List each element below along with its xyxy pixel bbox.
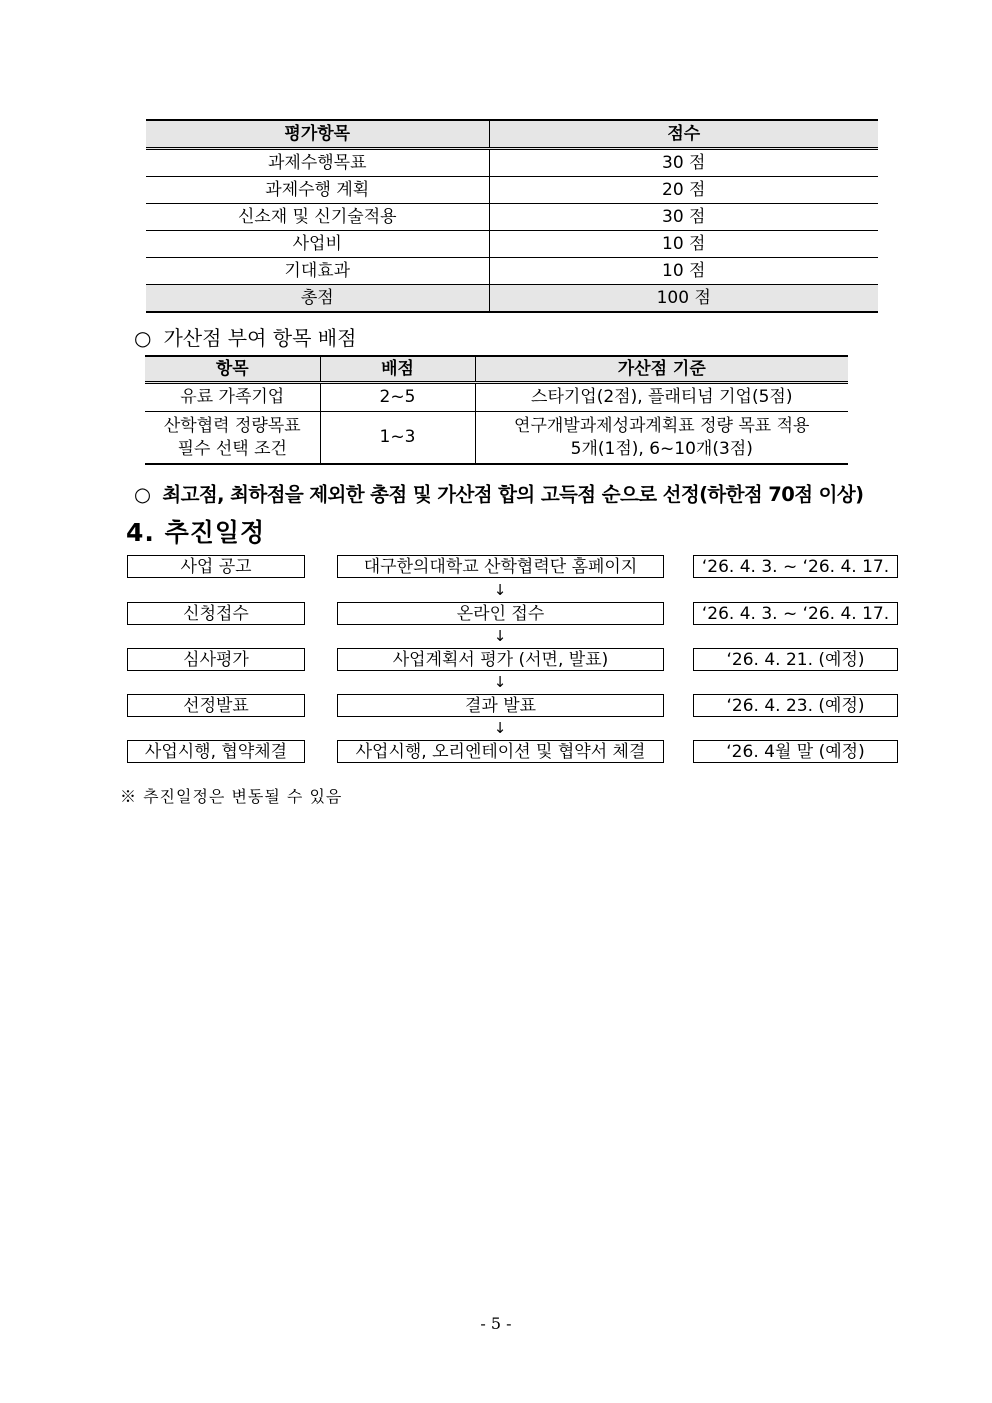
schedule-stage: 심사평가 xyxy=(127,648,305,671)
table-row xyxy=(145,383,848,412)
bonus-points-table xyxy=(145,355,848,465)
eval-score: 30 점 xyxy=(489,149,878,177)
bonus-points: 2~5 xyxy=(320,383,475,412)
selection-method-note xyxy=(134,479,863,507)
eval-item: 기대효과 xyxy=(146,258,489,285)
bonus-item xyxy=(145,412,320,465)
schedule-date: ‘26. 4. 3. ~ ‘26. 4. 17. xyxy=(693,602,898,625)
down-arrow-icon: ↓ xyxy=(493,719,507,737)
bonus-criteria-line: 5개(1점), 6~10개(3점) xyxy=(570,438,753,459)
total-label: 총점 xyxy=(146,285,489,313)
eval-item: 과제수행 계획 xyxy=(146,177,489,204)
page-number: - 5 - xyxy=(480,1314,512,1333)
schedule-detail: 온라인 접수 xyxy=(337,602,664,625)
eval-item: 과제수행목표 xyxy=(146,149,489,177)
header-criteria: 가산점 기준 xyxy=(475,356,848,383)
schedule-stage: 신청접수 xyxy=(127,602,305,625)
schedule-stage: 사업시행, 협약체결 xyxy=(127,740,305,763)
bonus-points: 1~3 xyxy=(320,412,475,465)
schedule-detail: 결과 발표 xyxy=(337,694,664,717)
section-title: 4. 추진일정 xyxy=(126,518,266,547)
schedule-date: ‘26. 4. 3. ~ ‘26. 4. 17. xyxy=(693,555,898,578)
table-row xyxy=(145,412,848,465)
bonus-criteria-line: 연구개발과제성과계획표 정량 목표 적용 xyxy=(514,415,810,436)
table-header-row xyxy=(146,120,878,149)
schedule-date: ‘26. 4. 23. (예정) xyxy=(693,694,898,717)
selection-note-text: 최고점, 최하점을 제외한 총점 및 가산점 합의 고득점 순으로 선정(하한점 70점 이상) xyxy=(162,483,864,506)
total-row xyxy=(146,285,878,313)
bonus-criteria: 스타기업(2점), 플래티넘 기업(5점) xyxy=(475,383,848,412)
eval-score: 10 점 xyxy=(489,258,878,285)
table-row xyxy=(146,204,878,231)
table-header-row xyxy=(145,356,848,383)
table-row xyxy=(146,177,878,204)
header-points: 배점 xyxy=(320,356,475,383)
bonus-item-line: 필수 선택 조건 xyxy=(177,438,287,459)
bonus-points-heading xyxy=(134,322,356,351)
schedule-detail: 대구한의대학교 산학협력단 홈페이지 xyxy=(337,555,664,578)
eval-score: 30 점 xyxy=(489,204,878,231)
eval-item: 사업비 xyxy=(146,231,489,258)
table-row xyxy=(146,258,878,285)
down-arrow-icon: ↓ xyxy=(493,627,507,645)
eval-score: 20 점 xyxy=(489,177,878,204)
schedule-detail: 사업계획서 평가 (서면, 발표) xyxy=(337,648,664,671)
bonus-heading-text: 가산점 부여 항목 배점 xyxy=(163,326,357,350)
bonus-item-line: 산학협력 정량목표 xyxy=(163,415,301,436)
schedule-change-note: ※ 추진일정은 변동될 수 있음 xyxy=(120,787,343,806)
eval-item: 신소재 및 신기술적용 xyxy=(146,204,489,231)
eval-score: 10 점 xyxy=(489,231,878,258)
table-row xyxy=(146,231,878,258)
evaluation-criteria-table xyxy=(146,119,878,313)
header-score: 점수 xyxy=(489,120,878,149)
schedule-stage: 선정발표 xyxy=(127,694,305,717)
schedule-date: ‘26. 4월 말 (예정) xyxy=(693,740,898,763)
schedule-stage: 사업 공고 xyxy=(127,555,305,578)
down-arrow-icon: ↓ xyxy=(493,673,507,691)
schedule-detail: 사업시행, 오리엔테이션 및 협약서 체결 xyxy=(337,740,664,763)
circle-bullet: ○ xyxy=(134,326,152,350)
bonus-criteria xyxy=(475,412,848,465)
total-score: 100 점 xyxy=(489,285,878,313)
table-row xyxy=(146,149,878,177)
bonus-item: 유료 가족기업 xyxy=(145,383,320,412)
down-arrow-icon: ↓ xyxy=(493,581,507,599)
circle-bullet: ○ xyxy=(134,483,151,506)
header-item: 항목 xyxy=(145,356,320,383)
schedule-date: ‘26. 4. 21. (예정) xyxy=(693,648,898,671)
header-eval-item: 평가항목 xyxy=(146,120,489,149)
